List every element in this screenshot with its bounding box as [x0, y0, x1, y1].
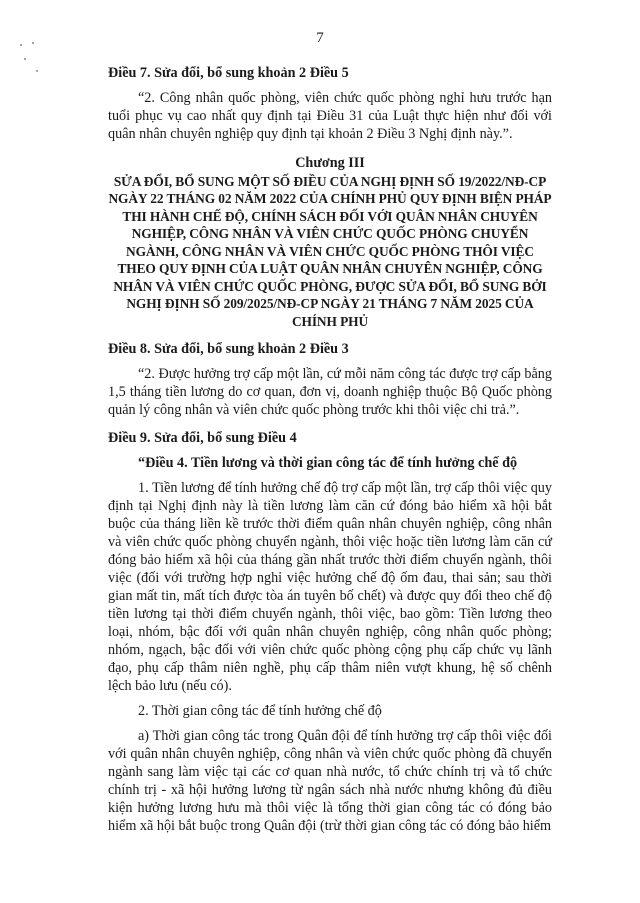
article-8-heading: Điều 8. Sửa đổi, bổ sung khoản 2 Điều 3: [108, 341, 349, 357]
article-7-heading: Điều 7. Sửa đổi, bổ sung khoản 2 Điều 5: [108, 65, 349, 81]
article-9-paragraph-3: a) Thời gian công tác trong Quân đội để tính hưởng trợ cấp thôi việc đối với quân nhân chuyên nghiệp, công nhân và viên chức quốc phòng đã chuyển ngành sang làm việc tại các cơ quan nhà nước, tổ chức chính trị và tổ chức chính trị - xã hội hưởng lương từ ngân sách nhà nước nhưng không đủ điều kiện hưởng lương hưu mà thôi việc là tổng thời gian công tác có đóng bảo hiểm xã hội bắt buộc trong Quân đội (trừ thời gian công tác có đóng bảo hiểm: [108, 728, 552, 834]
article-7-paragraph: “2. Công nhân quốc phòng, viên chức quốc phòng nghỉ hưu trước hạn tuổi phục vụ cao nhất quy định tại Điều 31 của Luật thực hiện như đối với quân nhân chuyên nghiệp quy định tại khoản 2 Điều 3 Nghị định này.”.: [108, 90, 552, 142]
article-9-paragraph-2: 2. Thời gian công tác để tính hưởng chế độ: [138, 703, 382, 719]
article-8-paragraph: “2. Được hưởng trợ cấp một lần, cứ mỗi năm công tác được trợ cấp bằng 1,5 tháng tiền lương do cơ quan, đơn vị, doanh nghiệp thuộc Bộ Quốc phòng quản lý công nhân và viên chức quốc phòng trước khi thôi việc chi trả.”.: [108, 366, 552, 418]
article-9-paragraph-1: 1. Tiền lương để tính hưởng chế độ trợ cấp một lần, trợ cấp thôi việc quy định tại Nghị định này là tiền lương làm căn cứ đóng bảo hiểm xã hội bắt buộc của tháng liền kề trước thời điểm quân nhân chuyên nghiệp, công nhân và viên chức quốc phòng chuyển ngành, thôi việc hoặc tiền lương làm căn cứ đóng bảo hiểm xã hội của tháng gần nhất trước thời điểm chuyển ngành, thôi việc (đối với trường hợp nghỉ việc hưởng chế độ ốm đau, thai sản; sau thời gian mất tin, mất tích được tòa án tuyên bố chết) và được quy đổi theo chế độ tiền lương tại thời điểm chuyển ngành, thôi việc, bao gồm: Tiền lương theo loại, nhóm, bậc đối với quân nhân chuyên nghiệp, công nhân quốc phòng; nhóm, ngạch, bậc đối với viên chức quốc phòng cộng phụ cấp chức vụ lãnh đạo, phụ cấp thâm niên nghề, phụ cấp thâm niên vượt khung, hệ số chênh lệch bảo lưu (nếu có).: [108, 480, 552, 694]
article-4-subheading: “Điều 4. Tiền lương và thời gian công tác để tính hưởng chế độ: [138, 455, 518, 471]
page-content: [108, 64, 552, 835]
chapter-title: SỬA ĐỔI, BỔ SUNG MỘT SỐ ĐIỀU CỦA NGHỊ ĐỊNH SỐ 19/2022/NĐ-CP NGÀY 22 THÁNG 02 NĂM 2022 CỦA CHÍNH PHỦ QUY ĐỊNH BIỆN PHÁP THI HÀNH CHẾ ĐỘ, CHÍNH SÁCH ĐỐI VỚI QUÂN NHÂN CHUYÊN NGHIỆP, CÔNG NHÂN VÀ VIÊN CHỨC QUỐC PHÒNG CHUYỂN NGÀNH, CÔNG NHÂN VÀ VIÊN CHỨC QUỐC PHÒNG THÔI VIỆC THEO QUY ĐỊNH CỦA LUẬT QUÂN NHÂN CHUYÊN NGHIỆP, CÔNG NHÂN VÀ VIÊN CHỨC QUỐC PHÒNG, ĐƯỢC SỬA ĐỔI, BỔ SUNG BỞI NGHỊ ĐỊNH SỐ 209/2025/NĐ-CP NGÀY 21 THÁNG 7 NĂM 2025 CỦA CHÍNH PHỦ: [108, 173, 552, 329]
article-9-heading: Điều 9. Sửa đổi, bổ sung Điều 4: [108, 430, 297, 446]
chapter-label: Chương III: [295, 155, 365, 171]
page-number: 7: [316, 30, 324, 46]
